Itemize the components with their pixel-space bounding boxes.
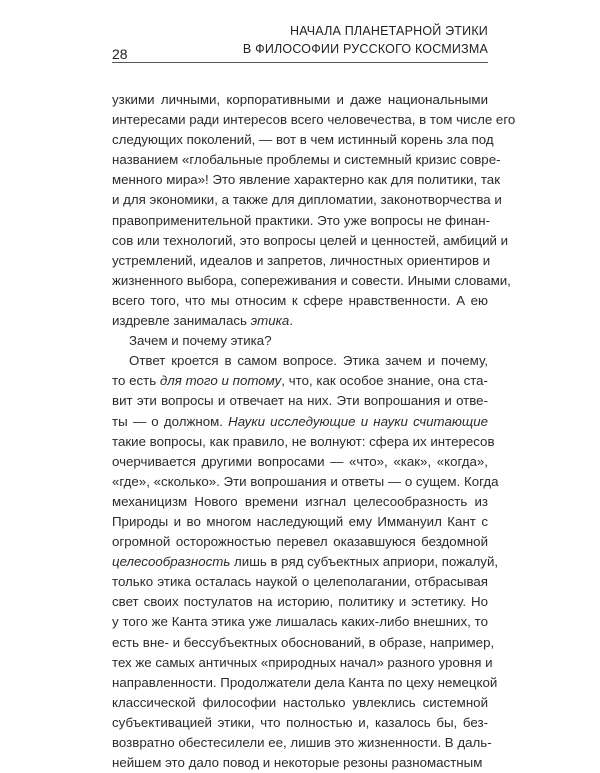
text-line	[112, 311, 488, 331]
text-line	[112, 271, 511, 291]
text-run: лишь в ряд субъектных априори, пожалуй,	[230, 554, 499, 570]
text-line	[112, 452, 488, 472]
text-line	[112, 592, 488, 612]
text-line	[112, 552, 499, 572]
text-run: правоприменительной практики. Это уже вопросы не финан-	[112, 212, 491, 228]
text-run: и для экономики, а также для дипломатии, законотворчества и	[112, 192, 502, 208]
text-run: тех же самых античных «природных начал» разного уровня и	[112, 654, 493, 670]
text-line	[112, 170, 501, 190]
text-line	[112, 753, 488, 773]
text-run: «где», «сколько». Эти вопрошания и ответы — о сущем. Когда	[112, 473, 499, 489]
text-run: механицизм Нового времени изгнал целесообразность из	[112, 493, 488, 509]
running-head-line-1: НАЧАЛА ПЛАНЕТАРНОЙ ЭТИКИ	[289, 24, 488, 38]
text-run: свет своих постулатов на историю, политику и эстетику. Но	[112, 594, 488, 610]
text-line	[112, 612, 488, 632]
text-line	[112, 653, 493, 673]
text-line	[112, 231, 509, 251]
running-head	[243, 22, 488, 58]
text-run: только этика осталась наукой о целеполагании, отбрасывая	[112, 574, 488, 590]
italic-text: для того и потому	[159, 373, 282, 389]
text-run: то есть	[112, 373, 160, 389]
text-line	[112, 130, 494, 150]
text-line	[112, 291, 488, 311]
text-run: классической философии настолько увлеклись системной	[112, 694, 488, 710]
text-line	[112, 211, 491, 231]
italic-text: Науки исследующие и науки считающие	[228, 413, 488, 429]
text-line	[112, 251, 491, 271]
text-line	[112, 673, 498, 693]
text-run: субъективацией этики, что полностью и, казалось бы, без-	[112, 714, 488, 730]
text-line	[112, 713, 488, 733]
italic-text: этика	[250, 313, 290, 329]
text-line	[112, 150, 501, 170]
running-head-line-2: В ФИЛОСОФИИ РУССКОГО КОСМИЗМА	[242, 42, 488, 56]
text-run: сов или технологий, это вопросы целей и ценностей, амбиций и	[112, 232, 509, 248]
text-line	[112, 432, 495, 452]
text-line	[112, 532, 488, 552]
text-run: возвратно обестесилели ее, лишив это жизненности. В даль-	[112, 735, 492, 750]
text-run: Природы и во многом наследующий ему Иммануил Кант с	[112, 513, 488, 529]
text-line	[112, 733, 492, 753]
text-line	[112, 331, 488, 351]
text-line	[112, 90, 488, 110]
text-run: устремлений, идеалов и запретов, личностных ориентиров и	[112, 252, 491, 268]
text-line	[112, 492, 488, 512]
text-line	[112, 391, 488, 411]
page-number: 28	[112, 46, 128, 62]
body-text	[112, 90, 516, 773]
text-line	[112, 190, 502, 210]
text-line	[112, 572, 488, 592]
text-run: такие вопросы, как правило, не волнуют: сфера их интересов	[112, 433, 495, 449]
text-line	[112, 351, 488, 371]
text-run: названием «глобальные проблемы и системный кризис совре-	[112, 152, 501, 168]
text-run: Ответ кроется в самом вопросе. Этика зачем и почему,	[129, 353, 488, 369]
text-run: всего того, что мы относим к сфере нравственности. А ею	[112, 292, 488, 308]
text-run: интересами ради интересов всего человечества, в том числе его	[112, 112, 516, 128]
text-run: ты — о должном.	[112, 413, 229, 429]
text-line	[112, 693, 488, 713]
text-run: издревле занималась	[112, 313, 251, 329]
text-run: .	[289, 313, 294, 329]
text-run: Зачем и почему этика?	[129, 333, 272, 349]
text-run: направленности. Продолжатели дела Канта по цеху немецкой	[112, 674, 498, 690]
text-run: есть вне- и бессубъектных обоснований, в образе, например,	[112, 634, 495, 650]
text-run: , что, как особое знание, она ста-	[281, 373, 488, 389]
text-line	[112, 412, 488, 432]
text-line	[112, 371, 488, 391]
text-run: очерчивается другими вопросами — «что», «как», «когда»,	[112, 453, 488, 469]
text-run: нейшем это дало повод и некоторые резоны разномастным	[112, 755, 483, 771]
text-line	[112, 633, 495, 653]
text-run: вит эти вопросы и отвечает на них. Эти вопрошания и отве-	[112, 393, 488, 409]
text-run: огромной осторожностью перевел оказавшуюся бездомной	[112, 534, 488, 550]
text-line	[112, 512, 488, 532]
text-run: у того же Канта этика уже лишалась каких-либо внешних, то	[112, 614, 488, 630]
text-run: менного мира»! Это явление характерно как для политики, так	[112, 172, 501, 188]
text-run: следующих поколений, — вот в чем истинный корень зла под	[112, 132, 494, 148]
header-rule	[112, 62, 488, 63]
text-run: жизненного выбора, сопереживания и совести. Иными словами,	[112, 272, 511, 288]
italic-text: целесообразность	[112, 554, 231, 570]
text-line	[112, 110, 516, 130]
text-line	[112, 472, 499, 492]
text-run: узкими личными, корпоративными и даже национальными	[112, 92, 488, 107]
